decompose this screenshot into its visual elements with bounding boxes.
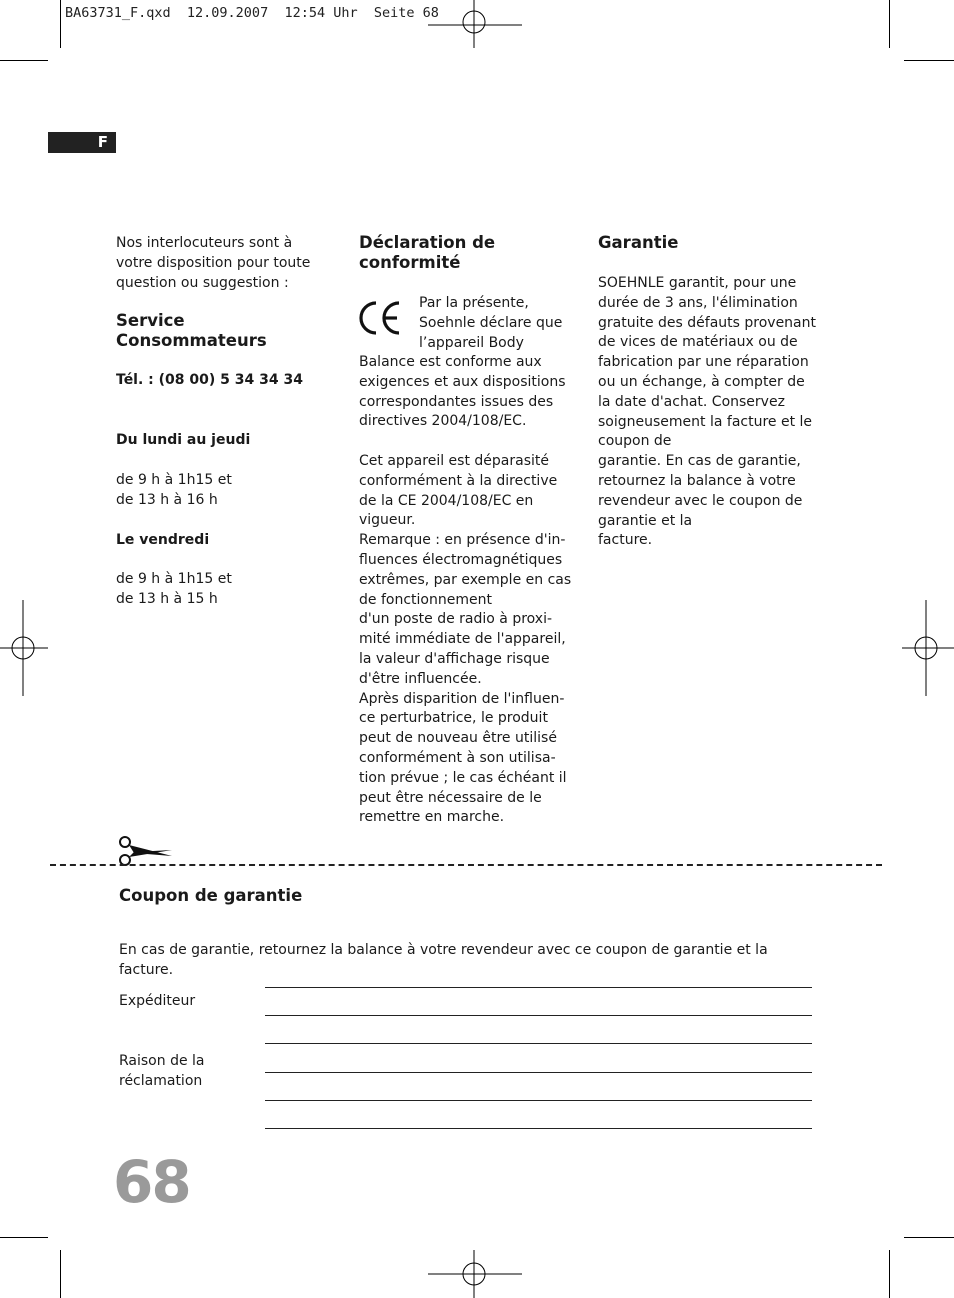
ce-mark-icon [357,298,403,338]
text-line: vigueur. [359,512,416,529]
text-line [359,432,589,452]
text-line: directives 2004/108/EC. [359,413,527,430]
text-line: extrêmes, par exemple en cas [359,571,572,588]
text-line: Après disparition de l'influen- [359,690,565,707]
text-line: de fonctionnement [359,591,492,608]
declaration-line: l’appareil Body [419,334,524,351]
declaration-column [359,233,584,273]
text-line: facture. [598,532,653,549]
hours-line: de 13 h à 16 h [116,491,218,508]
intro-line: question ou suggestion : [116,274,289,291]
text-line: coupon de [598,433,672,450]
registration-mark-top [426,0,526,50]
days-label: Du lundi au jeudi [116,432,251,449]
garantie-body [598,274,828,551]
hours-line: de 9 h à 1h15 et [116,571,232,588]
text-line: garantie. En cas de garantie, [598,453,801,470]
text-line: Balance est conforme aux [359,354,542,370]
text-line: peut être nécessaire de le [359,789,542,806]
text-line: d'être influencée. [359,670,482,687]
text-line: Cet appareil est déparasité [359,452,549,469]
contact-column [116,234,336,610]
declaration-line: Soehnle déclare que [419,314,563,331]
text-line: retournez la balance à votre [598,472,796,489]
form-line[interactable] [265,1015,812,1016]
garantie-heading: Garantie [598,233,679,252]
language-tab [48,132,116,153]
coupon-text [119,941,799,981]
text-line: gratuite des défauts provenant [598,314,816,331]
text-line: la date d'achat. Conservez [598,393,785,410]
reason-label-line: Raison de la [119,1053,205,1069]
form-line[interactable] [265,987,812,988]
declaration-heading: Déclaration de [359,233,496,252]
declaration-line: Par la présente, [419,295,529,311]
text-line: SOEHNLE garantit, pour une [598,275,797,291]
coupon-text-line: facture. [119,961,174,978]
coupon-title: Coupon de garantie [119,886,303,905]
language-tab-label: F [97,133,108,151]
hours-line: de 13 h à 15 h [116,591,218,608]
text-line: conformément à la directive [359,472,558,489]
text-line: fabrication par une réparation [598,354,809,371]
sender-label: Expéditeur [119,993,196,1009]
text-line: fluences électromagnétiques [359,551,563,568]
form-line[interactable] [265,1043,812,1044]
text-line: tion prévue ; le cas échéant il [359,769,567,786]
text-line: la valeur d'affichage risque [359,650,550,667]
text-line: ou un échange, à compter de [598,373,805,390]
phone-number: Tél. : (08 00) 5 34 34 34 [116,372,303,389]
form-line[interactable] [265,1128,812,1129]
text-line: Remarque : en présence d'in- [359,532,566,549]
declaration-body [359,353,589,828]
text-line: garantie et la [598,512,693,529]
service-heading: Service Consommateurs [116,311,267,351]
print-slug: BA63731_F.qxd 12.09.2007 12:54 Uhr Seite 68 [65,5,439,21]
reason-label-line: réclamation [119,1072,203,1089]
text-line: d'un poste de radio à proxi- [359,611,553,628]
text-line: de la CE 2004/108/EC en [359,492,534,509]
text-line: de vices de matériaux ou de [598,334,798,351]
form-line[interactable] [265,1072,812,1073]
intro-line: Nos interlocuteurs sont à [116,235,293,251]
reason-label [119,1052,205,1092]
text-line: mité immédiate de l'appareil, [359,631,566,648]
page-number: 68 [113,1148,190,1216]
intro-line: votre disposition pour toute [116,254,311,271]
text-line: remettre en marche. [359,809,505,826]
garantie-column [598,233,823,253]
text-line: ce perturbatrice, le produit [359,710,548,727]
text-line: correspondantes issues des [359,393,554,410]
registration-mark-left [0,600,50,698]
text-line: exigences et aux dispositions [359,373,566,390]
text-line: revendeur avec le coupon de [598,492,803,509]
declaration-heading: conformité [359,253,461,272]
text-line: conformément à son utilisa- [359,749,556,766]
text-line: peut de nouveau être utilisé [359,730,557,747]
text-line: soigneusement la facture et le [598,413,813,430]
hours-line: de 9 h à 1h15 et [116,471,232,488]
registration-mark-right [902,600,954,698]
form-line[interactable] [265,1100,812,1101]
declaration-intro [419,294,589,353]
coupon-text-line: En cas de garantie, retournez la balance à votre revendeur avec ce coupon de garantie et la [119,942,768,958]
days-label: Le vendredi [116,531,210,548]
text-line: durée de 3 ans, l'élimination [598,294,798,311]
cut-line [50,864,882,866]
registration-mark-bottom [426,1250,526,1298]
